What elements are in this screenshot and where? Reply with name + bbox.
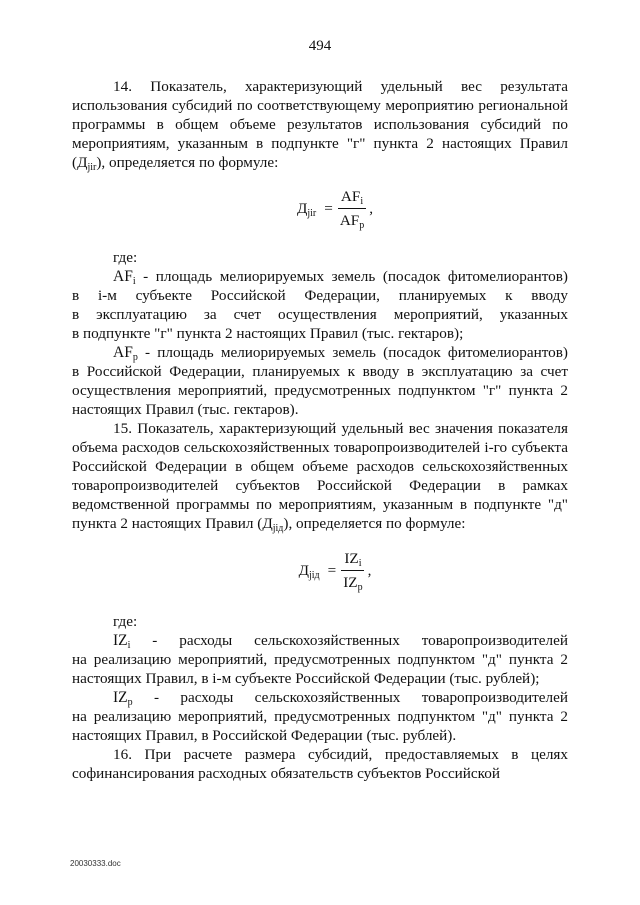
formula-lhs: $Д_{jiд}$ [298, 562, 320, 581]
formula-d-jid [102, 549, 568, 592]
paragraph-15-text: 15. Показатель, характеризующий удельный вес значения показателя объема расходов сельскохозяйственных товаропроизводителей i-го субъекта Российской Федерации в общем объеме расходов сельскохозяйственных товаропроизводителей субъектов Российской Федерации в рамках ведомственной программы по мероприятиям, указанным в подпункте "д" пункта 2 настоящих Правил ( [72, 420, 568, 532]
symbol-d-jir: $Д_{jir}$ [77, 154, 97, 173]
paragraph-15-after: ), определяется по формуле: [283, 515, 466, 532]
numerator: $IZ_i$ [341, 549, 364, 571]
definition-af-i: $AF_i$ - площадь мелиорируемых земель (посадок фитомелиорантов) в i-м субъекте Российской Федерации, планируемых к вводу в эксплуатацию за счет осуществления мероприятий, указанных в подпункте "г" пункта 2 настоящих Правил (тыс. гектаров); [72, 268, 568, 342]
document-body [72, 77, 568, 783]
term-iz-i: $IZ_i$ [113, 632, 131, 651]
paragraph-14-after: ), определяется по формуле: [96, 154, 279, 171]
paragraph-15 [72, 419, 568, 533]
paragraph-16: 16. При расчете размера субсидий, предоставляемых в целях софинансирования расходных обязательств субъектов Российской [72, 746, 568, 782]
page-number: 494 [308, 38, 332, 54]
fraction [337, 187, 367, 230]
where-label: где: [113, 249, 138, 266]
footer-filename: 20030333.doc [70, 859, 121, 868]
paragraph-14 [72, 77, 568, 172]
formula-comma: , [367, 562, 372, 579]
term-af-i: $AF_i$ [113, 268, 136, 287]
definition-iz-p: $IZ_p$ - расходы сельскохозяйственных товаропроизводителей на реализацию мероприятий, предусмотренных подпунктом "д" пункта 2 настоящих Правил, в Российской Федерации (тыс. рублей). [72, 689, 568, 744]
fraction [340, 549, 365, 592]
term-iz-p: $IZ_p$ [113, 689, 133, 708]
term-af-p: $AF_p$ [113, 344, 138, 363]
numerator: $AF_i$ [338, 187, 366, 209]
equals-sign: = [327, 562, 337, 579]
denominator: $IZ_p$ [343, 574, 363, 593]
formula-d-jir [102, 187, 568, 230]
paragraph-14-text: 14. Показатель, характеризующий удельный вес результата использования субсидий по соответствующему мероприятию региональной программы в общем объеме результатов использования субсидий по мероприятиям, указанным в подпункте "г" пункта 2 настоящих Правил ( [72, 78, 568, 171]
formula-comma: , [369, 200, 374, 217]
where-label: где: [113, 613, 138, 630]
denominator: $AF_p$ [339, 212, 365, 231]
equals-sign: = [324, 200, 333, 217]
definition-af-p: $AF_p$ - площадь мелиорируемых земель (посадок фитомелиорантов) в Российской Федерации, планируемых к вводу в эксплуатацию за счет осуществления мероприятий, предусмотренных подпунктом "г" пункта 2 настоящих Правил (тыс. гектаров). [72, 344, 568, 418]
definition-iz-i: $IZ_i$ - расходы сельскохозяйственных товаропроизводителей на реализацию мероприятий, предусмотренных подпунктом "д" пункта 2 настоящих Правил, в i-м субъекте Российской Федерации (тыс. рублей); [72, 632, 568, 687]
symbol-d-jid: $Д_{jiд}$ [262, 515, 284, 534]
formula-lhs: $Д_{jir}$ [296, 200, 317, 219]
